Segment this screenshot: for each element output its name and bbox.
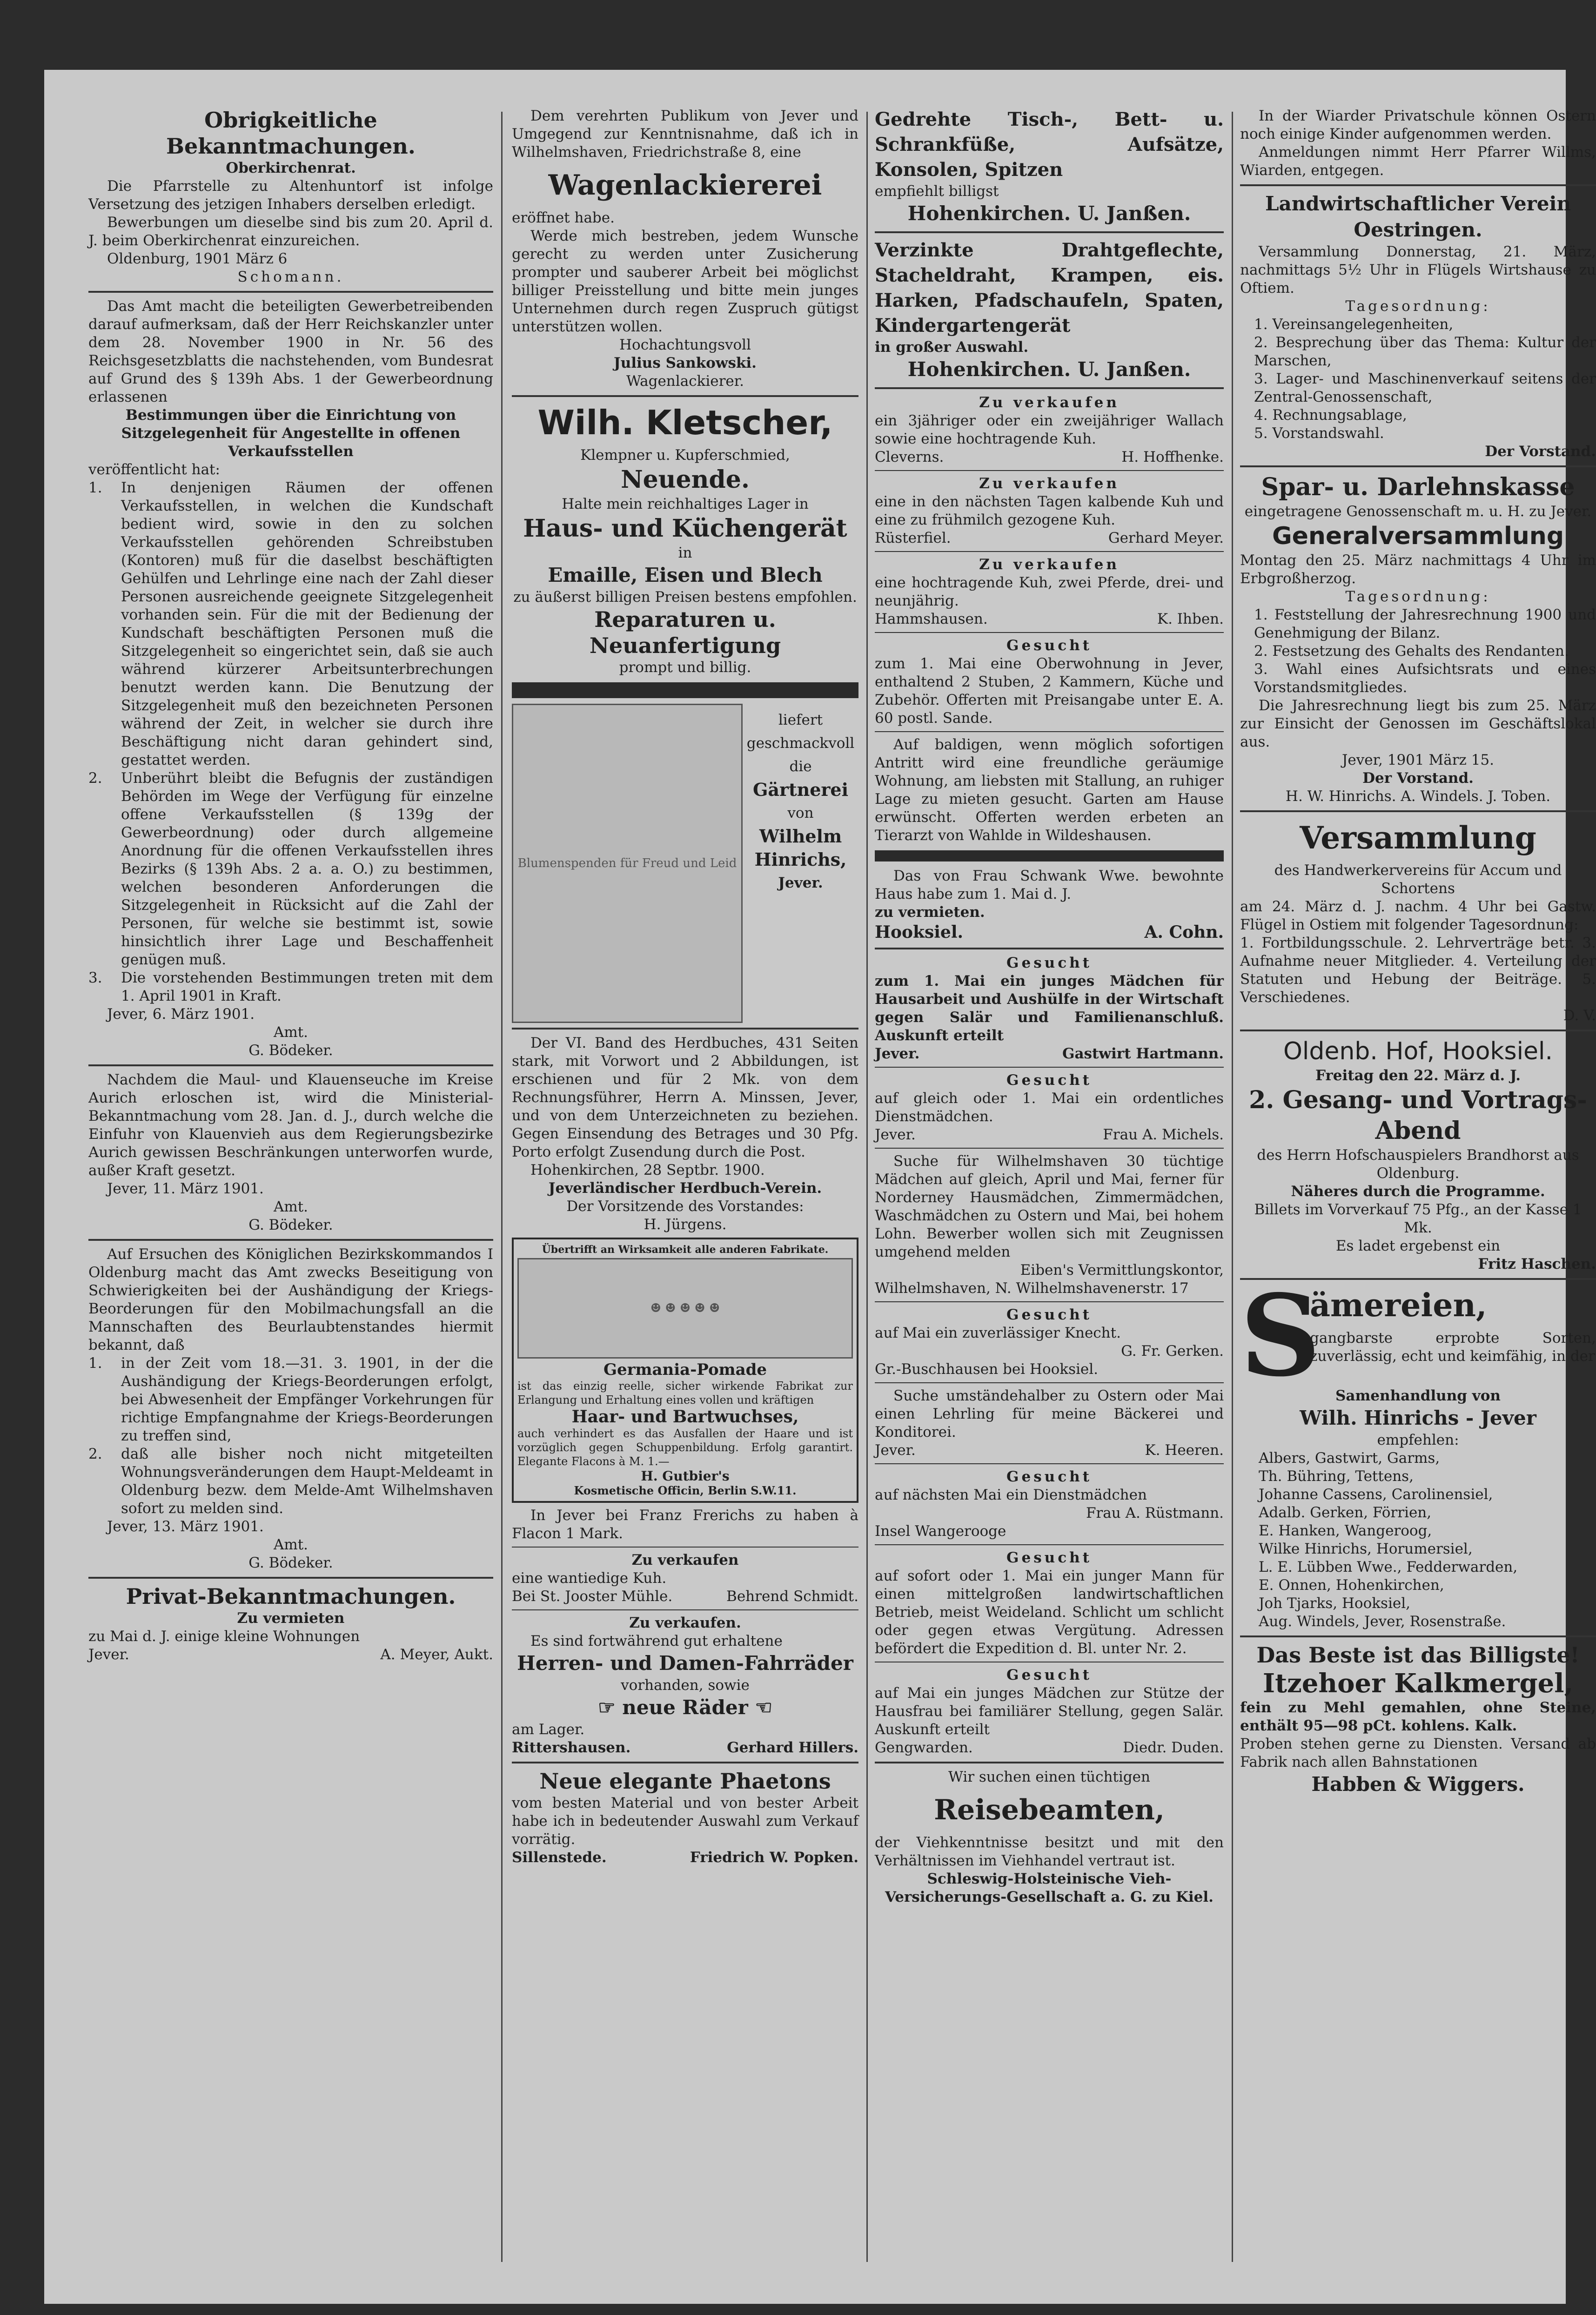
- ad-headline: Neuende.: [621, 465, 750, 494]
- notice-text: veröffentlicht hat:: [88, 461, 220, 478]
- ad-text: Hochachtungsvoll: [619, 336, 751, 353]
- ad-signature: Frau A. Rüstmann.: [1086, 1505, 1224, 1521]
- divider: [875, 731, 1224, 732]
- ad-headline: ämereien,: [1310, 1287, 1487, 1324]
- list-item: 1. Vereinsangelegenheiten,: [1254, 316, 1454, 333]
- divider: [875, 551, 1224, 552]
- pomade-ad: [512, 1238, 858, 1503]
- ad-text: vom besten Material und von bester Arbeit habe ich in bedeutender Auswahl zum Verkauf vorrätig.: [512, 1795, 858, 1848]
- ad-heading: Gesucht: [1006, 1667, 1092, 1683]
- ad-heading: Zu verkaufen: [979, 556, 1120, 573]
- ad-text: in großer Auswahl.: [875, 339, 1029, 356]
- ad-text: die: [789, 758, 812, 775]
- column-4: [1240, 107, 1596, 2271]
- column-3: [875, 107, 1224, 2271]
- ad-text: zum 1. Mai eine Oberwohnung in Jever, enthaltend 2 Stuben, 2 Kammern, Küche und Zubehör. Offerten mit Preisangabe unter E. A. 60 postl. Sande.: [875, 655, 1224, 727]
- ad-text: Billets im Vorverkauf 75 Pfg., an der Kasse 1 Mk.: [1254, 1201, 1582, 1236]
- ad-text: Kosmetische Officin, Berlin S.W.11.: [574, 1484, 797, 1497]
- ad-headline: Germania-Pomade: [603, 1360, 767, 1379]
- notice-date: Jever, 6. März 1901.: [107, 1006, 255, 1023]
- ad-headline: Das Beste ist das Billigste!: [1256, 1642, 1580, 1668]
- notice-signature: Amt.: [273, 1024, 308, 1041]
- list-item: 2. Unberührt bleibt die Befugnis der zuständigen Behörden im Wege der Verfügung für einzelne offene Verkaufsstellen (§ 139g der Gewerbeordnung) oder durch allgemeine Anordnung für die offenen Verkaufsstellen ihres Bezirks (§ 139h Abs. 2 a. a. O.) zu bestimmen, welchen besonderen Anforderungen die Sitzgelegenheit in Rücksicht auf die Zahl der Personen, für welche sie bestimmt ist, sowie hinsichtlich ihrer Lage und Beschaffenheit genügen muß.: [88, 770, 493, 968]
- ad-headline: ☞ neue Räder ☜: [598, 1696, 772, 1719]
- ad-text: Proben stehen gerne zu Diensten. Versand ab Fabrik nach allen Bahnstationen: [1240, 1736, 1596, 1770]
- ad-text: Gärtnerei: [752, 779, 849, 800]
- divider: [875, 231, 1224, 233]
- column-1: [88, 107, 493, 2271]
- divider: [875, 1762, 1224, 1763]
- list-item: 4. Rechnungsablage,: [1254, 407, 1407, 424]
- ad-heading: Gesucht: [1006, 1072, 1092, 1089]
- ad-headline: Emaille, Eisen und Blech: [548, 564, 823, 586]
- ad-signature: Eiben's Vermittlungskontor,: [1020, 1262, 1224, 1279]
- divider-bar: [512, 682, 858, 698]
- divider: [1240, 1635, 1596, 1637]
- ad-initial: S: [1240, 1270, 1321, 1401]
- ad-text: Klempner u. Kupferschmied,: [580, 447, 790, 464]
- notice-date: Jever, 11. März 1901.: [107, 1180, 264, 1197]
- ad-signature: H. Jürgens.: [644, 1216, 727, 1233]
- ad-signature: Jever. Gastwirt Hartmann.: [875, 1045, 1224, 1062]
- ad-heading: Zu verkaufen.: [629, 1615, 741, 1631]
- notice-text: Das Amt macht die beteiligten Gewerbetreibenden darauf aufmerksam, daß der Herr Reichskanzler unter dem 28. November 1900 in Nr. 56 des Reichsgesetzblatts die nachstehenden, vom Bundesrat auf Grund des § 139h Abs. 1 der Gewerbeordnung erlassenen: [88, 298, 493, 405]
- divider: [875, 1463, 1224, 1464]
- ad-text: ein 3jähriger oder ein zweijähriger Wallach sowie eine hochtragende Kuh.: [875, 412, 1224, 447]
- divider: [875, 1301, 1224, 1302]
- ad-text: 1. Fortbildungsschule. 2. Lehrverträge betr. 3. Aufnahme neuer Mitglieder. 4. Verteilung der Statuten und Hebung der Beiträge. 5. Verschiedenes.: [1240, 935, 1596, 1006]
- ad-text: Halte mein reichhaltiges Lager in: [562, 496, 809, 512]
- ad-text: Näheres durch die Programme.: [1291, 1183, 1545, 1200]
- ad-text: des Handwerkervereins für Accum und Schortens: [1274, 862, 1562, 897]
- column-rule: [501, 112, 503, 2262]
- ad-headline: Itzehoer Kalkmergel,: [1262, 1668, 1574, 1699]
- ad-headline: Herren- und Damen-Fahrräder: [517, 1652, 853, 1675]
- list-item: E. Onnen, Hohenkirchen,: [1259, 1577, 1444, 1594]
- ad-text: eingetragene Genossenschaft m. u. H. zu Jever.: [1244, 503, 1592, 520]
- list-item: 5. Vorstandswahl.: [1254, 425, 1384, 442]
- ad-text: Jever, 1901 März 15.: [1341, 752, 1495, 768]
- seed-ad: [1240, 1270, 1596, 1631]
- column-2: [512, 107, 858, 2271]
- notice-text: Auf Ersuchen des Königlichen Bezirkskommandos I Oldenburg macht das Amt zwecks Beseitigung von Schwierigkeiten bei der Aushändigung der Kriegs-Beorderungen für den Mobilmachungsfall an die Mannschaften des Beurlaubtenstandes hiermit bekannt, daß: [88, 1246, 493, 1353]
- list-item: Adalb. Gerken, Förrien,: [1259, 1504, 1432, 1521]
- divider: [1240, 810, 1596, 812]
- ad-headline: Reisebeamten,: [934, 1794, 1165, 1826]
- notice-date: Jever, 13. März 1901.: [107, 1518, 264, 1535]
- ad-text: gangbarste erprobte Sorten, zuverlässig, echt und keimfähig, in der: [1310, 1330, 1596, 1365]
- ad-signature: H. W. Hinrichs. A. Windels. J. Toben.: [1285, 788, 1551, 805]
- ad-signature: Insel Wangerooge: [875, 1523, 1006, 1540]
- divider: [1240, 465, 1596, 467]
- ad-heading: Gesucht: [1006, 1549, 1092, 1566]
- ad-signature: Bei St. Jooster Mühle. Behrend Schmidt.: [512, 1588, 858, 1605]
- ad-signature: Jever. A. Meyer, Aukt.: [88, 1646, 493, 1663]
- ad-headline: Versammlung: [1300, 820, 1536, 856]
- notice-signature: G. Bödeker.: [248, 1555, 333, 1571]
- ad-text: Montag den 25. März nachmittags 4 Uhr im Erbgroßherzog.: [1240, 552, 1596, 587]
- notice-signature: G. Bödeker.: [248, 1217, 333, 1233]
- ad-text: prompt und billig.: [619, 659, 751, 676]
- ad-text: der Viehkenntnisse besitzt und mit den Verhältnissen im Viehhandel vertraut ist.: [875, 1834, 1224, 1869]
- newspaper-page: [44, 70, 1596, 2304]
- ad-text: Es ladet ergebenst ein: [1335, 1238, 1501, 1254]
- list-item: 1. in der Zeit vom 18.—31. 3. 1901, in der die Aushändigung der Kriegs-Beorderungen erfolgt, bei Abwesenheit der Empfänger Vorkehrungen für richtige Empfangnahme der Kriegs-Beorderungen zu treffen sind,: [88, 1355, 493, 1444]
- ad-text: fein zu Mehl gemahlen, ohne Steine, enthält 95—98 pCt. kohlens. Kalk.: [1240, 1699, 1596, 1734]
- ad-text: Werde mich bestreben, jedem Wunsche gerecht zu werden unter Zusicherung prompter und sauberer Arbeit bei möglichst billiger Preisstellung und bitte mein junges Unternehmen durch regen Zuspruch gütigst unterstützen wollen.: [512, 228, 858, 335]
- ad-headline: Generalversammlung: [1272, 522, 1564, 550]
- ad-headline: Haar- und Bartwuchses,: [571, 1407, 799, 1427]
- ad-text: Auf baldigen, wenn möglich sofortigen Antritt wird eine freundliche geräumige Wohnung, am liebsten mit Stallung, an ruhiger Lage zu mieten gesucht. Garten am Hause erwünscht. Offerten werden erbeten an Tierarzt von Wahlde in Wildeshausen.: [875, 736, 1224, 844]
- ad-text: Übertrifft an Wirksamkeit alle anderen Fabrikate.: [542, 1244, 829, 1256]
- divider: [1240, 184, 1596, 186]
- ad-text: Suche umständehalber zu Ostern oder Mai einen Lehrling für meine Bäckerei und Konditorei.: [875, 1387, 1224, 1440]
- section-title: Obrigkeitliche Bekanntmachungen.: [166, 108, 416, 159]
- ad-signature: Jever. Frau A. Michels.: [875, 1126, 1224, 1143]
- ad-signature: G. Fr. Gerken.: [1121, 1343, 1224, 1359]
- ad-text: eine in den nächsten Tagen kalbende Kuh und eine zu frühmilch gezogene Kuh.: [875, 493, 1224, 528]
- ad-text: auf Mai ein zuverlässiger Knecht.: [875, 1325, 1121, 1341]
- list-item: 3. Die vorstehenden Bestimmungen treten mit dem 1. April 1901 in Kraft.: [88, 969, 493, 1004]
- ad-text: zu Mai d. J. einige kleine Wohnungen: [88, 1628, 360, 1645]
- ad-text: auf Mai ein junges Mädchen zur Stütze der Hausfrau bei familiärer Stellung, gegen Salär. Auskunft erteilt: [875, 1685, 1224, 1738]
- divider: [875, 387, 1224, 389]
- divider: [512, 395, 858, 397]
- ad-signature: Rüsterfiel. Gerhard Meyer.: [875, 530, 1224, 546]
- divider: [875, 470, 1224, 471]
- list-item: 2. Besprechung über das Thema: Kultur der Marschen,: [1254, 334, 1596, 369]
- ad-text: am 24. März d. J. nachm. 4 Uhr bei Gastw. Flügel in Ostiem mit folgender Tagesordnung:: [1240, 898, 1596, 933]
- ad-heading: Zu verkaufen: [631, 1552, 739, 1568]
- ad-text: H. Gutbier's: [641, 1468, 730, 1484]
- flower-ad: [512, 704, 858, 1023]
- ad-signature: Hohenkirchen. U. Janßen.: [907, 358, 1191, 381]
- divider-bar: [875, 850, 1224, 861]
- ad-headline: Oldenb. Hof, Hooksiel.: [1283, 1037, 1553, 1065]
- ad-signature: Wagenlackierer.: [626, 373, 744, 390]
- ad-text: vorhanden, sowie: [621, 1677, 750, 1694]
- ad-signature: Rittershausen. Gerhard Hillers.: [512, 1739, 858, 1756]
- ad-text: zum 1. Mai ein junges Mädchen für Hausarbeit und Aushülfe in der Wirtschaft gegen Salär und Familienanschluß. Auskunft erteilt: [875, 973, 1224, 1044]
- list-item: 1. Feststellung der Jahresrechnung 1900 und Genehmigung der Bilanz.: [1254, 606, 1596, 641]
- list-item: Th. Bühring, Tettens,: [1259, 1468, 1414, 1485]
- ad-text: eröffnet habe.: [512, 209, 615, 226]
- list-item: Joh Tjarks, Hooksiel,: [1259, 1595, 1410, 1612]
- ad-text: Samenhandlung von: [1335, 1387, 1501, 1404]
- ad-heading: Zu verkaufen: [979, 394, 1120, 411]
- pointing-hand-icon: ☜: [748, 1696, 772, 1719]
- list-item: 2. daß alle bisher noch nicht mitgeteilten Wohnungsveränderungen dem Haupt-Meldeamt in Oldenburg bezw. dem Melde-Amt Wilhelmshaven sofort zu melden sind.: [88, 1446, 493, 1517]
- divider: [88, 1239, 493, 1241]
- ad-signature: Gengwarden. Diedr. Duden.: [875, 1739, 1224, 1756]
- list-item: 3. Wahl eines Aufsichtsrats und eines Vorstandsmitgliedes.: [1254, 661, 1596, 696]
- ad-text: Freitag den 22. März d. J.: [1315, 1067, 1521, 1084]
- notice-signature: Schomann.: [237, 269, 344, 285]
- list-item: Wilke Hinrichs, Horumersiel,: [1259, 1541, 1473, 1557]
- ad-heading: Gesucht: [1006, 637, 1092, 654]
- ad-text: zu äußerst billigen Preisen bestens empfohlen.: [513, 589, 857, 606]
- ad-text: Das von Frau Schwank Wwe. bewohnte Haus habe zum 1. Mai d. J.: [875, 868, 1224, 902]
- ad-text: Wilhelm Hinrichs,: [754, 826, 847, 870]
- ad-signature: Gr.-Buschhausen bei Hooksiel.: [875, 1361, 1099, 1378]
- ad-headline: Wilh. Kletscher,: [537, 403, 833, 442]
- notice-text: Die Pfarrstelle zu Altenhuntorf ist infolge Versetzung des jetzigen Inhabers derselben erledigt.: [88, 178, 493, 213]
- list-item: 3. Lager- und Maschinenverkauf seitens der Zentral-Genossenschaft,: [1254, 370, 1596, 405]
- notice-signature: Amt.: [273, 1536, 308, 1553]
- ad-signature: Der Vorstand.: [1485, 443, 1596, 460]
- divider: [88, 291, 493, 293]
- notice-date: Oldenburg, 1901 März 6: [107, 250, 288, 267]
- ad-heading: Zu verkaufen: [979, 475, 1120, 492]
- ad-text: Jeverländischer Herdbuch-Verein.: [548, 1180, 822, 1197]
- notice-signature: G. Bödeker.: [248, 1042, 333, 1059]
- ad-text: auch verhindert es das Ausfallen der Haare und ist vorzüglich gegen Schuppenbildung. Erfolg garantirt. Elegante Flacons à M. 1.—: [517, 1427, 853, 1468]
- ad-headline: Reparaturen u. Neuanfertigung: [589, 607, 781, 658]
- ad-heading: Gesucht: [1006, 1468, 1092, 1485]
- ad-text: in: [678, 545, 692, 561]
- ad-text: des Herrn Hofschauspielers Brandhorst aus Oldenburg.: [1257, 1147, 1579, 1182]
- ad-text: empfiehlt billigst: [875, 183, 999, 200]
- ad-heading: Gesucht: [1006, 1306, 1092, 1323]
- ad-heading: Gesucht: [1006, 955, 1092, 971]
- ad-signature: Julius Sankowski.: [614, 355, 757, 371]
- ad-text: zu vermieten.: [875, 904, 985, 921]
- divider: [875, 1148, 1224, 1149]
- ad-text: eine hochtragende Kuh, zwei Pferde, drei- und neunjährig.: [875, 574, 1224, 609]
- ad-text: Anmeldungen nimmt Herr Pfarrer Willms, Wiarden, entgegen.: [1240, 144, 1596, 179]
- divider: [875, 1382, 1224, 1383]
- divider: [88, 1577, 493, 1579]
- ad-text: Tagesordnung:: [1345, 588, 1491, 605]
- ad-signature: Habben & Wiggers.: [1311, 1773, 1525, 1796]
- divider: [875, 948, 1224, 949]
- ad-text: Es sind fortwährend gut erhaltene: [530, 1633, 783, 1649]
- ad-headline: Spar- u. Darlehnskasse: [1261, 473, 1575, 501]
- ad-signature: Cleverns. H. Hoffhenke.: [875, 449, 1224, 465]
- divider: [875, 632, 1224, 633]
- ad-signature: Sillenstede. Friedrich W. Popken.: [512, 1849, 858, 1866]
- notice-signature: Amt.: [273, 1198, 308, 1215]
- ad-headline: 2. Gesang- und Vortrags-Abend: [1249, 1086, 1587, 1145]
- ad-headline: Wilh. Hinrichs - Jever: [1300, 1406, 1536, 1429]
- column-rule: [866, 112, 868, 2262]
- ad-headline: Landwirtschaftlicher Verein Oestringen.: [1265, 192, 1571, 241]
- ad-text: ist das einzig reelle, sicher wirkende Fabrikat zur Erlangung und Erhaltung eines vollen und kräftigen: [517, 1380, 853, 1406]
- notice-heading: Oberkirchenrat.: [226, 160, 356, 176]
- list-item: 1. In denjenigen Räumen der offenen Verkaufsstellen, in welchen die Kundschaft bedient wird, sowie in den zu solchen Verkaufsstellen gehörenden Schreibstuben (Kontoren) muß für die daselbst beschäftigten Gehülfen und Lehrlinge eine nach der Zahl dieser Personen ausreichende geeignete Sitzgelegenheit vorhanden sein. Für die mit der Bedienung der Kundschaft beschäftigten Personen muß die Sitzgelegenheit so eingerichtet sein, daß sie auch während kürzerer Arbeitsunterbrechungen benutzt werden kann. Die Benutzung der Sitzgelegenheit muß den bezeichneten Personen während der Zeit, in welcher sie durch ihre Beschäftigung nicht daran gehindert sind, gestattet werden.: [88, 479, 493, 768]
- ad-text: In der Wiarder Privatschule können Ostern noch einige Kinder aufgenommen werden.: [1240, 108, 1596, 142]
- ad-text: Tagesordnung:: [1345, 298, 1491, 315]
- ad-heading: Zu vermieten: [237, 1610, 345, 1627]
- ad-signature: D. V.: [1563, 1007, 1596, 1024]
- divider: [512, 1028, 858, 1030]
- portrait-illustration: ☻ ☻ ☻ ☻ ☻: [517, 1258, 853, 1359]
- section-title: Privat-Bekanntmachungen.: [126, 1584, 456, 1609]
- ad-text: am Lager.: [512, 1721, 585, 1738]
- flower-illustration: Blumenspenden für Freud und Leid: [512, 704, 743, 1023]
- ad-text: Wir suchen einen tüchtigen: [948, 1769, 1150, 1785]
- ad-signature: Hohenkirchen. U. Janßen.: [907, 202, 1191, 225]
- divider: [512, 1609, 858, 1610]
- divider: [512, 1547, 858, 1548]
- divider: [1240, 1030, 1596, 1031]
- notice-heading: Bestimmungen über die Einrichtung von Sitzgelegenheit für Angestellte in offenen Verkaufsstellen: [121, 407, 461, 460]
- divider: [88, 1064, 493, 1066]
- ad-text: Dem verehrten Publikum von Jever und Umgegend zur Kenntnisnahme, daß ich in Wilhelmshaven, Friedrichstraße 8, eine: [512, 108, 858, 161]
- ad-signature: Hooksiel. A. Cohn.: [875, 922, 1224, 942]
- ad-text: auf gleich oder 1. Mai ein ordentliches Dienstmädchen.: [875, 1090, 1224, 1125]
- list-item: 2. Festsetzung des Gehalts des Rendanten.: [1254, 643, 1569, 660]
- ad-headline: Gedrehte Tisch-, Bett- u. Schrankfüße, Aufsätze, Konsolen, Spitzen: [875, 108, 1224, 181]
- ad-text: von: [787, 805, 814, 821]
- list-item: Aug. Windels, Jever, Rosenstraße.: [1259, 1613, 1506, 1630]
- ad-text: Suche für Wilhelmshaven 30 tüchtige Mädchen auf gleich, April und Mai, ferner für Norderney Hausmädchen, Zimmermädchen, Waschmädchen zu Ostern und Mai, bei hohem Lohn. Bewerber wollen sich mit Zeugnissen umgehend melden: [875, 1153, 1224, 1260]
- ad-signature: Der Vorstand.: [1362, 770, 1474, 787]
- ad-signature: Jever. K. Heeren.: [875, 1442, 1224, 1459]
- ad-text: In Jever bei Franz Frerichs zu haben à Flacon 1 Mark.: [512, 1507, 858, 1542]
- pointing-hand-icon: ☞: [598, 1696, 623, 1719]
- list-item: L. E. Lübben Wwe., Fedderwarden,: [1259, 1559, 1518, 1575]
- column-rule: [1232, 112, 1233, 2262]
- notice-text: Nachdem die Maul- und Klauenseuche im Kreise Aurich erloschen ist, wird die Ministerial-Bekanntmachung vom 28. Jan. d. J., durch welche die Einfuhr von Klauenvieh aus dem Regierungsbezirke Aurich gewissen Beschränkungen unterworfen wurde, außer Kraft gesetzt.: [88, 1071, 493, 1179]
- divider: [875, 1067, 1224, 1068]
- ad-text: empfehlen:: [1377, 1432, 1459, 1448]
- list-item: Albers, Gastwirt, Garms,: [1259, 1450, 1440, 1467]
- ad-signature: Hammshausen. K. Ihben.: [875, 611, 1224, 627]
- ad-signature: Wilhelmshaven, N. Wilhelmshavenerstr. 17: [875, 1280, 1189, 1297]
- ad-signature: Fritz Haschen.: [1478, 1256, 1596, 1272]
- ad-headline: Wagenlackiererei: [548, 169, 822, 202]
- ad-text: Hohenkirchen, 28 Septbr. 1900.: [530, 1162, 765, 1178]
- ad-text: Der Vorsitzende des Vorstandes:: [566, 1198, 804, 1215]
- ad-text: liefert geschmackvoll: [746, 712, 855, 752]
- ad-text: Der VI. Band des Herdbuches, 431 Seiten stark, mit Vorwort und 2 Abbildungen, ist erschienen und für 2 Mk. von dem Rechnungsführer, Herrn A. Minssen, Jever, und von dem Unterzeichneten zu beziehen. Gegen Einsendung des Betrages und 30 Pfg. Porto erfolgt Zusendung durch die Post.: [512, 1035, 858, 1160]
- ad-headline: Neue elegante Phaetons: [539, 1769, 831, 1794]
- ad-text: Jever.: [778, 875, 823, 891]
- ad-signature: Schleswig-Holsteinische Vieh-Versicherungs-Gesellschaft a. G. zu Kiel.: [885, 1871, 1214, 1905]
- ad-text: eine wantiedige Kuh.: [512, 1570, 667, 1587]
- divider: [875, 1544, 1224, 1545]
- ad-text: Die Jahresrechnung liegt bis zum 25. März zur Einsicht der Genossen im Geschäftslokal aus.: [1240, 697, 1596, 750]
- list-item: E. Hanken, Wangeroog,: [1259, 1522, 1432, 1539]
- ad-text: Versammlung Donnerstag, 21. März, nachmittags 5½ Uhr in Flügels Wirtshause zu Oftiem.: [1240, 243, 1596, 296]
- list-item: Johanne Cassens, Carolinensiel,: [1259, 1486, 1493, 1503]
- ad-headline: Haus- und Küchengerät: [523, 514, 847, 543]
- ad-headline: Verzinkte Drahtgeflechte, Stacheldraht, Krampen, eis. Harken, Pfadschaufeln, Spaten, Kindergartengerät: [875, 239, 1224, 336]
- notice-text: Bewerbungen um dieselbe sind bis zum 20. April d. J. beim Oberkirchenrat einzureichen.: [88, 214, 493, 249]
- ad-text: auf nächsten Mai ein Dienstmädchen: [875, 1487, 1147, 1503]
- ad-text: auf sofort oder 1. Mai ein junger Mann für einen mittelgroßen landwirtschaftlichen Betrieb, meist Weideland. Schlicht um schlicht oder gegen etwas Vergütung. Adressen befördert die Expedition d. Bl. unter Nr. 2.: [875, 1568, 1224, 1657]
- divider: [512, 1762, 858, 1763]
